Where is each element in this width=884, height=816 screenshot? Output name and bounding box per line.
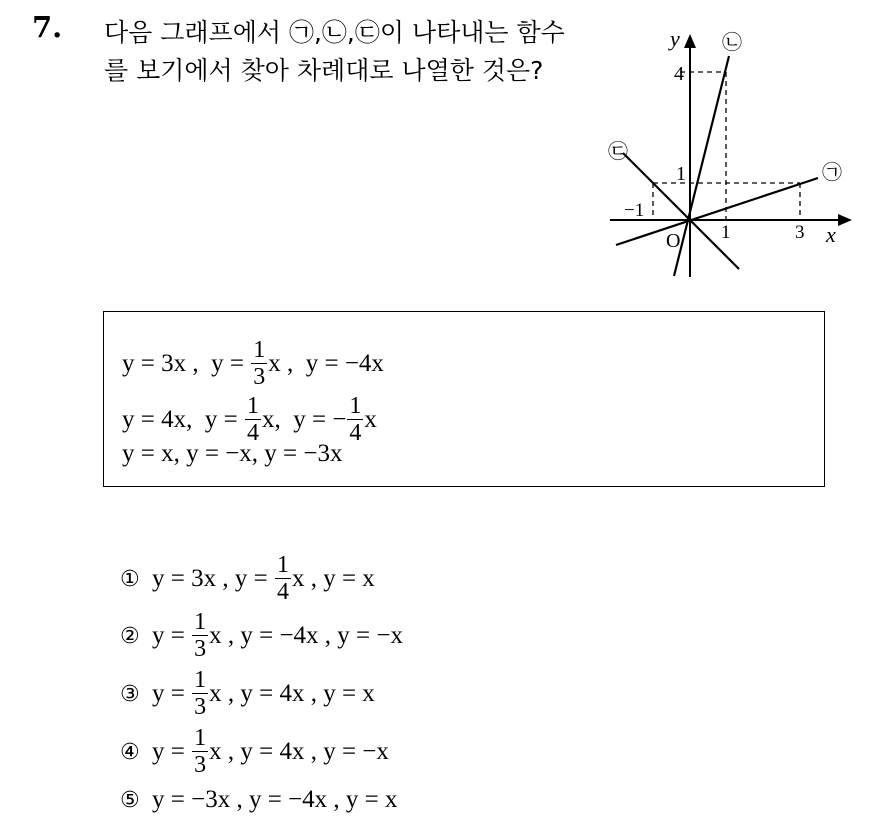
option-2-b: x , y = −4x , y = −x bbox=[209, 622, 404, 650]
x-axis-arrow bbox=[838, 214, 852, 226]
option-3[interactable] bbox=[120, 667, 375, 721]
bogi-2c-num: 1 bbox=[349, 393, 362, 419]
option-1-a: y = 3x , y = bbox=[152, 565, 268, 593]
bogi-2b-post: x, bbox=[261, 406, 281, 434]
tick-x1: 1 bbox=[721, 222, 731, 243]
option-4-fraction bbox=[192, 726, 208, 777]
origin-label: O bbox=[666, 230, 681, 252]
option-5-a: y = −3x , y = −4x , y = x bbox=[152, 786, 398, 813]
option-4-num: 1 bbox=[194, 725, 207, 751]
option-1[interactable] bbox=[120, 552, 375, 606]
option-3-den: 3 bbox=[194, 694, 207, 720]
option-1-num: 1 bbox=[276, 552, 289, 578]
label-c: ㉢ bbox=[608, 141, 628, 163]
option-1-mark: ① bbox=[120, 567, 140, 593]
bogi-row-1 bbox=[122, 337, 384, 391]
question-line-1: 다음 그래프에서 ㉠,㉡,㉢이 나타내는 함수 bbox=[104, 18, 565, 47]
tick-y1: 1 bbox=[676, 163, 686, 185]
option-2-den: 3 bbox=[194, 636, 207, 662]
option-3-fraction bbox=[192, 668, 208, 719]
bogi-row-3 bbox=[122, 440, 343, 468]
tick-x-neg1: −1 bbox=[624, 200, 645, 221]
question-text bbox=[104, 14, 565, 90]
option-2-fraction bbox=[192, 610, 208, 661]
bogi-2c-post: x bbox=[364, 406, 377, 434]
label-b: ㉡ bbox=[722, 32, 742, 54]
option-3-num: 1 bbox=[194, 667, 207, 693]
bogi-2c-fraction bbox=[347, 394, 363, 445]
bogi-2a: y = 4x, bbox=[122, 406, 193, 434]
tick-y4: 4 bbox=[674, 63, 684, 85]
option-1-b: x , y = x bbox=[291, 565, 375, 593]
bogi-3: y = x, y = −x, y = −3x bbox=[122, 440, 343, 467]
bogi-1c: y = −4x bbox=[305, 350, 384, 378]
option-4-a: y = bbox=[152, 738, 185, 766]
line-a bbox=[616, 178, 818, 245]
bogi-2b-den: 4 bbox=[246, 420, 259, 446]
bogi-2c-pre: y = − bbox=[293, 406, 347, 434]
y-axis-arrow bbox=[684, 34, 696, 48]
function-graph bbox=[600, 22, 860, 287]
option-4[interactable] bbox=[120, 725, 389, 779]
option-2-num: 1 bbox=[194, 609, 207, 635]
option-3-a: y = bbox=[152, 680, 185, 708]
bogi-1b-fraction bbox=[251, 338, 267, 389]
option-2-a: y = bbox=[152, 622, 185, 650]
option-3-b: x , y = 4x , y = x bbox=[209, 680, 375, 708]
option-2-mark: ② bbox=[120, 624, 140, 650]
bogi-2c-den: 4 bbox=[349, 420, 362, 446]
y-axis-label: y bbox=[670, 26, 680, 51]
bogi-1b-pre: y = bbox=[211, 350, 244, 378]
x-axis-label: x bbox=[826, 222, 836, 247]
option-5-mark: ⑤ bbox=[120, 788, 140, 813]
option-4-den: 3 bbox=[194, 752, 207, 778]
tick-x3: 3 bbox=[795, 222, 805, 243]
bogi-1b-den: 3 bbox=[253, 364, 266, 390]
option-4-mark: ④ bbox=[120, 740, 140, 766]
bogi-2b-num: 1 bbox=[246, 393, 259, 419]
option-2[interactable] bbox=[120, 609, 404, 663]
bogi-1b-num: 1 bbox=[253, 337, 266, 363]
bogi-2b-pre: y = bbox=[204, 406, 238, 434]
bogi-box bbox=[103, 311, 825, 487]
label-a: ㉠ bbox=[822, 162, 842, 184]
bogi-1b-post: x , bbox=[268, 350, 294, 378]
option-4-b: x , y = 4x , y = −x bbox=[209, 738, 389, 766]
option-1-den: 4 bbox=[276, 579, 289, 605]
bogi-1a: y = 3x , bbox=[122, 350, 199, 378]
question-number: 7. bbox=[32, 10, 63, 44]
question-line-2: 를 보기에서 찾아 차례대로 나열한 것은? bbox=[104, 56, 544, 85]
option-3-mark: ③ bbox=[120, 682, 140, 708]
option-5[interactable] bbox=[120, 786, 398, 814]
bogi-2b-fraction bbox=[245, 394, 261, 445]
option-1-fraction bbox=[275, 553, 291, 604]
